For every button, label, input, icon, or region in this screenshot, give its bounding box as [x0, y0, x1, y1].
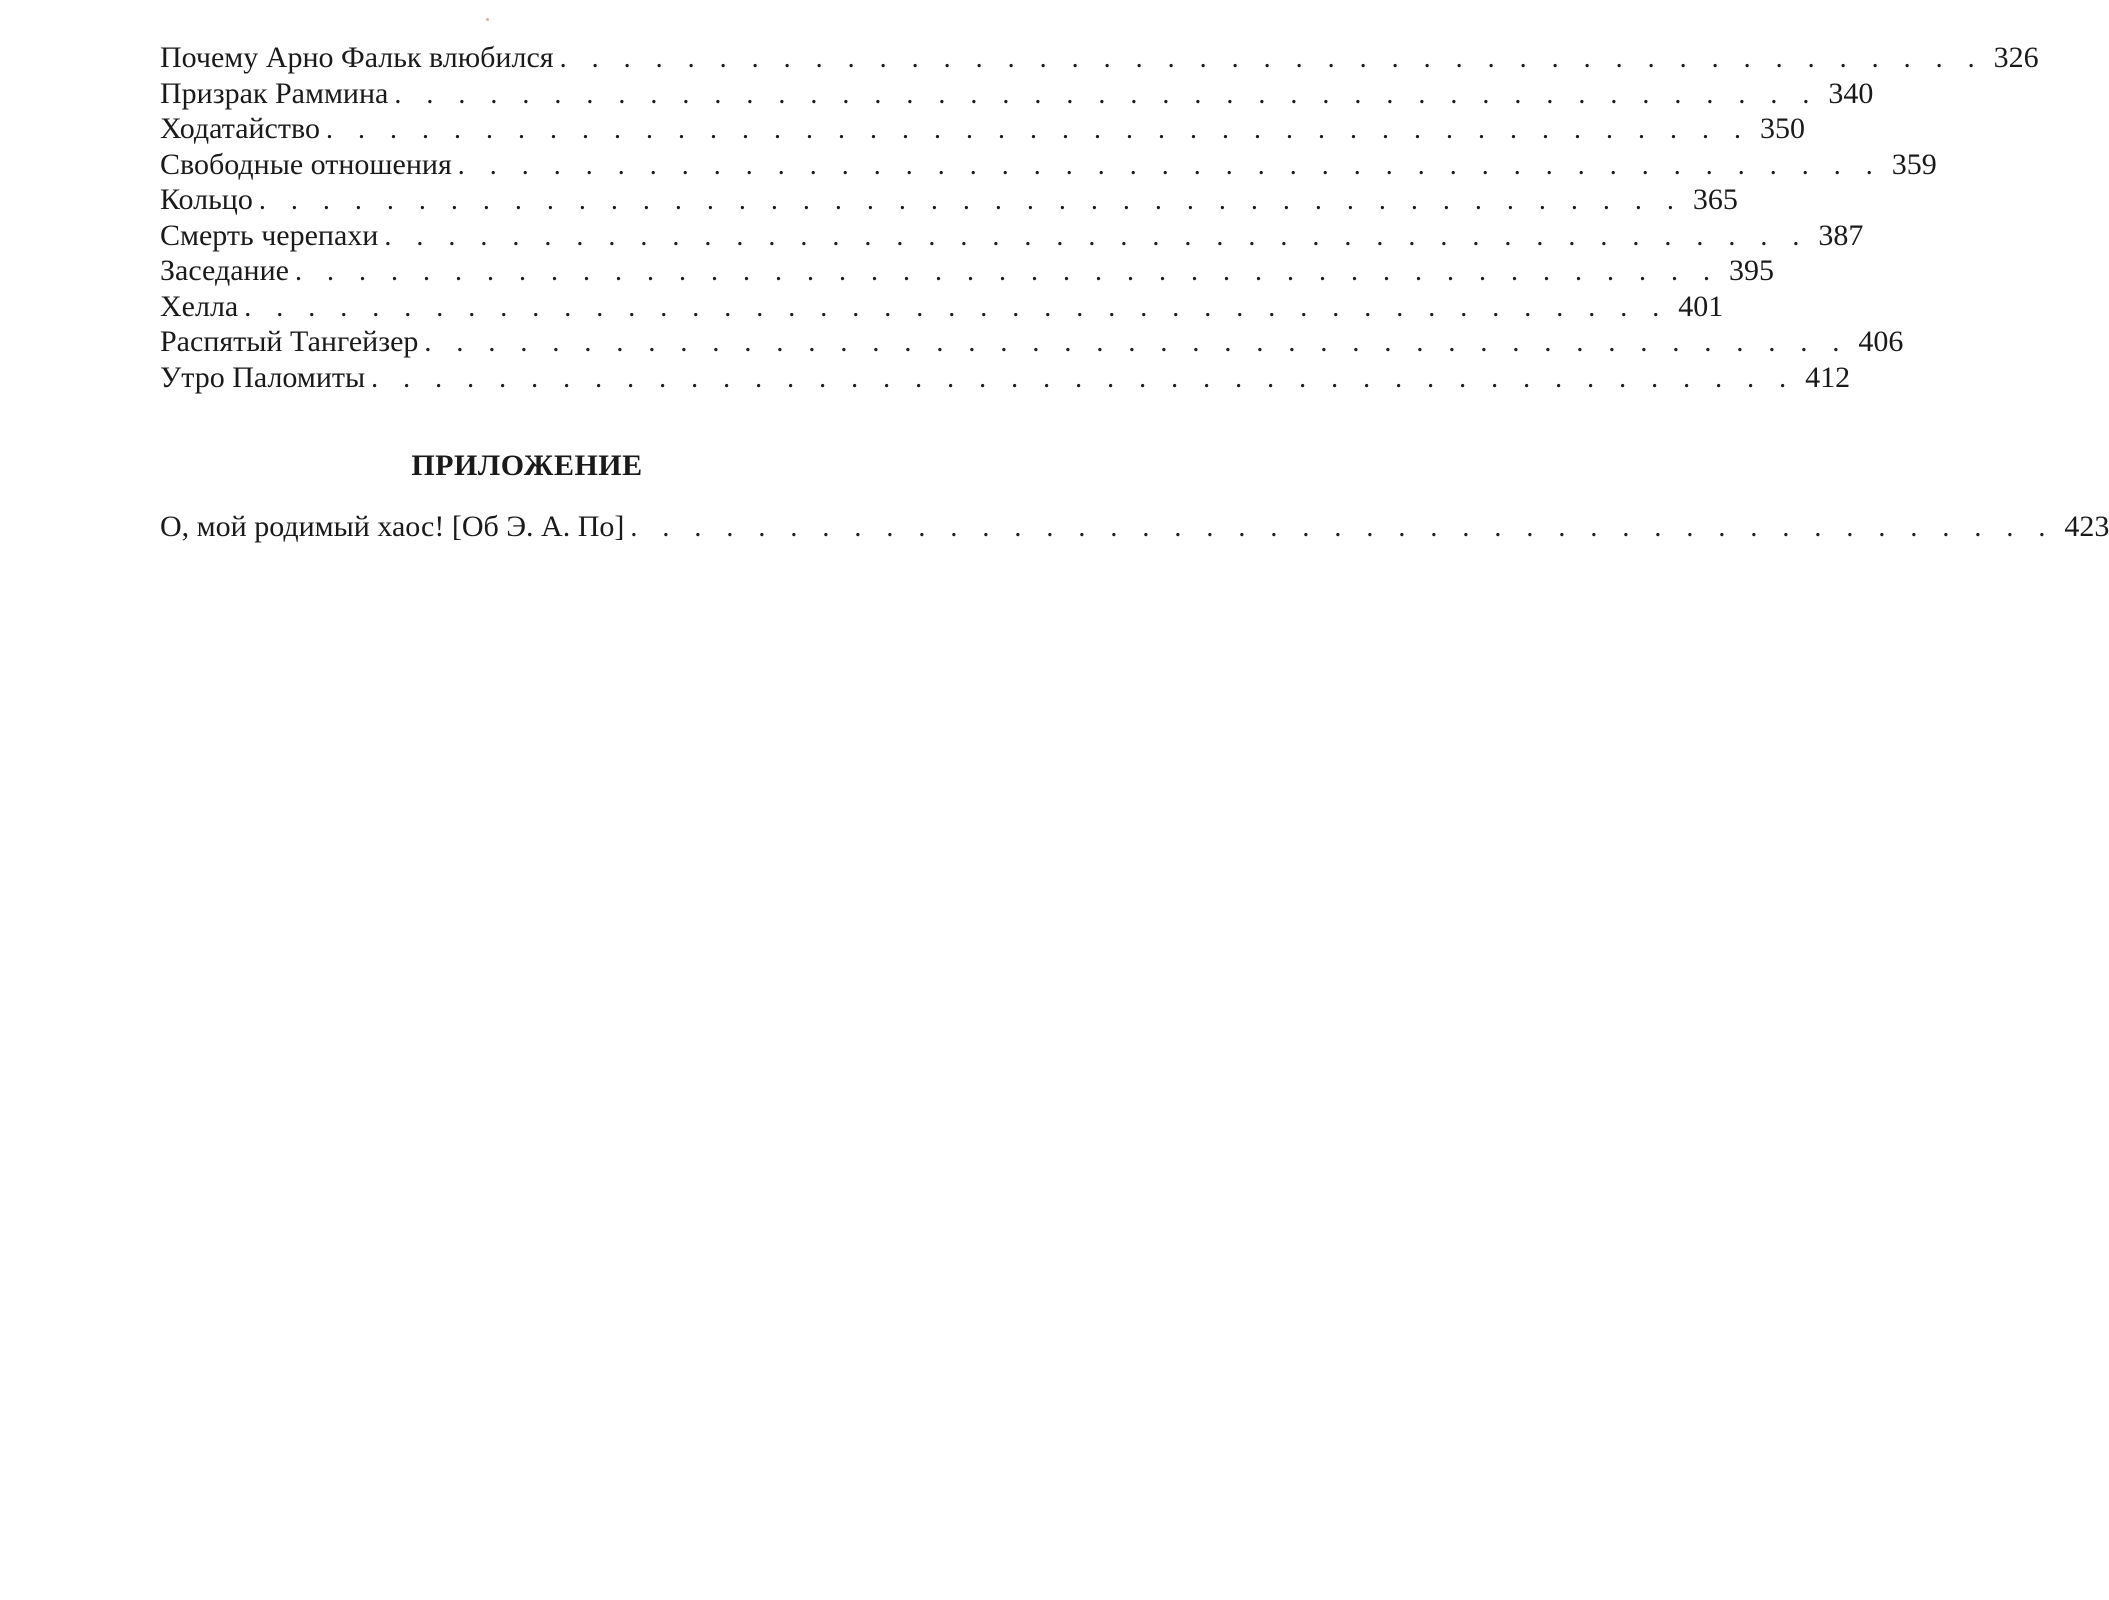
toc-entry-title: Утро Паломиты: [160, 360, 366, 394]
toc-entry[interactable]: [160, 509, 2109, 545]
dot-leader: . . . . . . . . . . . . . . . . . . . . . . . . . . . . . . . . . . . . . . . . . . . . .: [371, 362, 1796, 394]
toc-entry-page: 365: [1692, 183, 1738, 216]
dot-leader: . . . . . . . . . . . . . . . . . . . . . . . . . . . . . . . . . . . . . . . . . . . . .: [258, 185, 1683, 216]
toc-entry-page: 359: [1891, 147, 1937, 181]
toc-entry[interactable]: [160, 40, 2039, 76]
toc-entry-title: Кольцо: [160, 183, 253, 216]
toc-entry-title: Хелла: [160, 289, 239, 323]
toc-entry[interactable]: [160, 218, 1864, 254]
toc-entry-page: 406: [1858, 325, 1904, 358]
toc-entry-page: 326: [1993, 41, 2039, 74]
toc-entry-title: Почему Арно Фальк влюбился: [160, 41, 554, 74]
dot-leader: . . . . . . . . . . . . . . . . . . . . . . . . . . . . . . . . . . . . . . . . . . . . .: [384, 220, 1809, 252]
toc-entry-page: 395: [1728, 254, 1774, 287]
dot-leader: . . . . . . . . . . . . . . . . . . . . . . . . . . . . . . . . . . . . . . . . . . . . .: [394, 78, 1819, 110]
dot-leader: . . . . . . . . . . . . . . . . . . . . . . . . . . . . . . . . . . . . . . . . . . . . .: [325, 114, 1750, 145]
toc-entry-page: 401: [1678, 289, 1724, 323]
dot-leader: . . . . . . . . . . . . . . . . . . . . . . . . . . . . . . . . . . . . . . . . . . . . .: [294, 256, 1719, 287]
toc-entry-title: Распятый Тангейзер: [160, 325, 419, 358]
toc-entry-page: 423: [2064, 510, 2109, 543]
appendix-contents: [160, 509, 2109, 545]
toc-entry-page: 340: [1828, 76, 1874, 110]
toc-entry[interactable]: [160, 76, 1874, 112]
toc-entry-page: 412: [1805, 360, 1851, 394]
table-of-contents: [160, 40, 2039, 395]
dot-leader: . . . . . . . . . . . . . . . . . . . . . . . . . . . . . . . . . . . . . . . . . . . . .: [424, 327, 1849, 358]
dot-leader: . . . . . . . . . . . . . . . . . . . . . . . . . . . . . . . . . . . . . . . . . . . . .: [244, 291, 1669, 323]
toc-entry[interactable]: [160, 111, 1805, 147]
toc-entry-title: Смерть черепахи: [160, 218, 379, 252]
appendix-heading: ПРИЛОЖЕНИЕ: [411, 449, 643, 482]
dot-leader: . . . . . . . . . . . . . . . . . . . . . . . . . . . . . . . . . . . . . . . . . . . . .: [630, 512, 2055, 543]
print-mark: [486, 18, 489, 21]
dot-leader: . . . . . . . . . . . . . . . . . . . . . . . . . . . . . . . . . . . . . . . . . . . . .: [559, 43, 1984, 74]
toc-entry[interactable]: [160, 147, 1937, 183]
toc-entry-title: Призрак Раммина: [160, 76, 389, 110]
toc-entry-title: Ходатайство: [160, 112, 320, 145]
toc-entry-page: 387: [1818, 218, 1864, 252]
toc-entry-title: Заседание: [160, 254, 289, 287]
dot-leader: . . . . . . . . . . . . . . . . . . . . . . . . . . . . . . . . . . . . . . . . . . . . .: [457, 149, 1882, 181]
toc-entry[interactable]: [160, 253, 1774, 289]
toc-entry[interactable]: [160, 324, 1904, 360]
toc-entry[interactable]: [160, 289, 1724, 325]
toc-entry-title: Свободные отношения: [160, 147, 452, 181]
toc-entry[interactable]: [160, 360, 1851, 396]
toc-entry-title: О, мой родимый хаос! [Об Э. А. По]: [160, 510, 625, 543]
toc-entry-page: 350: [1759, 112, 1805, 145]
toc-entry[interactable]: [160, 182, 1738, 218]
